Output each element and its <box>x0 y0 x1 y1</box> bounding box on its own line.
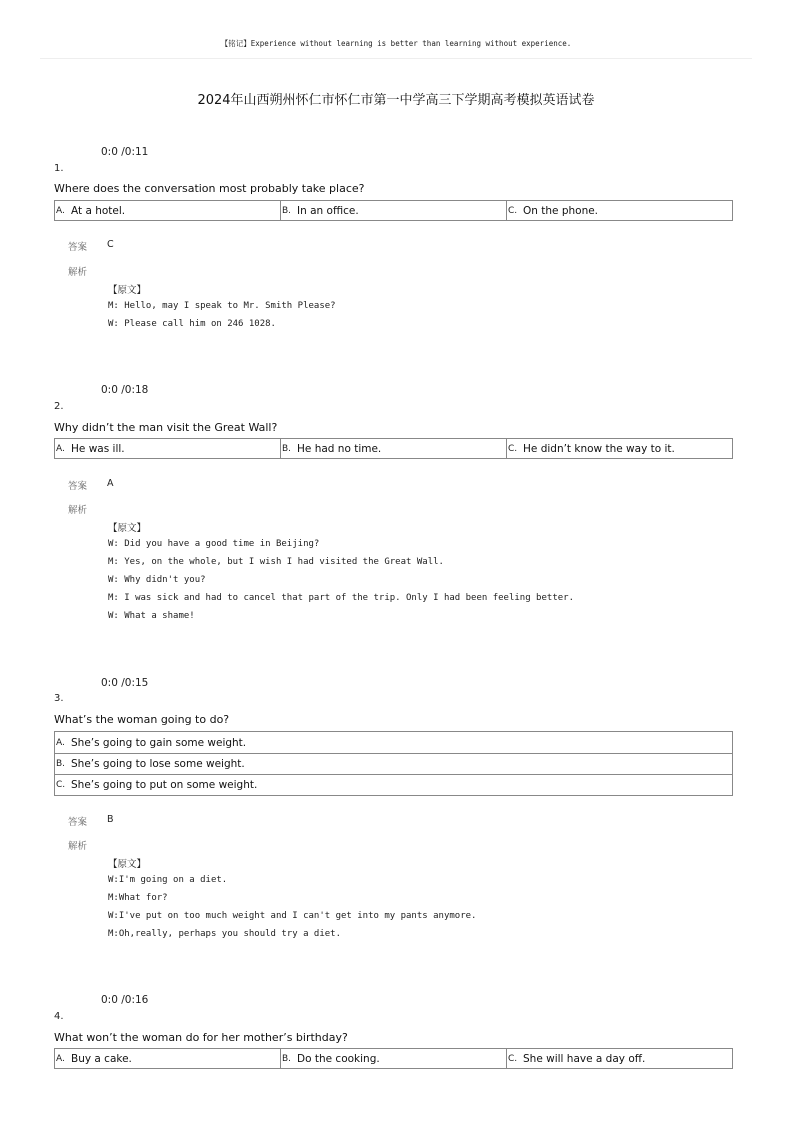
script-line: M:Oh,really, perhaps you should try a diet. <box>108 929 341 939</box>
answer-label: 答案 <box>68 481 88 492</box>
original-text-heading: 【原文】 <box>108 859 147 870</box>
question-number: 4. <box>54 1011 64 1022</box>
question-text: Where does the conversation most probably take place? <box>54 182 365 195</box>
analysis-label: 解析 <box>68 841 88 852</box>
options-row <box>54 438 733 459</box>
script-line: M: Hello, may I speak to Mr. Smith Please? <box>108 301 336 311</box>
question-text: What’s the woman going to do? <box>54 713 230 726</box>
script-line: W: Why didn't you? <box>108 575 206 585</box>
option-a[interactable]: A. At a hotel. <box>56 204 126 217</box>
page-title: 2024年山西朔州怀仁市怀仁市第一中学高三下学期高考模拟英语试卷 <box>197 93 595 108</box>
audio-timer[interactable]: 0:0 /0:16 <box>101 994 149 1006</box>
option-b[interactable]: B. In an office. <box>280 201 506 220</box>
question-text: Why didn’t the man visit the Great Wall? <box>54 421 278 434</box>
audio-timer[interactable]: 0:0 /0:11 <box>101 146 149 158</box>
analysis-label: 解析 <box>68 267 88 278</box>
option-c[interactable]: C. She’s going to put on some weight. <box>55 774 732 795</box>
script-line: W:I'm going on a diet. <box>108 875 228 885</box>
analysis-label: 解析 <box>68 505 88 516</box>
option-a[interactable]: A. He was ill. <box>56 442 125 455</box>
header-divider <box>40 58 752 59</box>
answer-label: 答案 <box>68 817 88 828</box>
script-line: M: Yes, on the whole, but I wish I had visited the Great Wall. <box>108 557 444 567</box>
options-row <box>54 200 733 221</box>
original-text-heading: 【原文】 <box>108 285 147 296</box>
option-b[interactable]: B. He had no time. <box>280 439 506 458</box>
audio-timer[interactable]: 0:0 /0:15 <box>101 677 149 689</box>
audio-timer[interactable]: 0:0 /0:18 <box>101 384 149 396</box>
answer-label: 答案 <box>68 242 88 253</box>
question-text: What won’t the woman do for her mother’s birthday? <box>54 1031 348 1044</box>
option-c[interactable]: C. She will have a day off. <box>506 1049 732 1068</box>
option-c[interactable]: C. On the phone. <box>506 201 732 220</box>
script-line: M:What for? <box>108 893 168 903</box>
options-column <box>54 731 733 796</box>
answer-value: A <box>107 478 114 489</box>
script-line: M: I was sick and had to cancel that part of the trip. Only I had been feeling better. <box>108 593 574 603</box>
script-line: W: What a shame! <box>108 611 195 621</box>
option-c[interactable]: C. He didn’t know the way to it. <box>506 439 732 458</box>
option-b[interactable]: B. Do the cooking. <box>280 1049 506 1068</box>
question-number: 2. <box>54 401 64 412</box>
script-line: W: Please call him on 246 1028. <box>108 319 276 329</box>
answer-value: C <box>107 239 114 250</box>
header-quote: 【铭记】Experience without learning is better than learning without experience. <box>220 39 572 48</box>
option-a[interactable]: A. She’s going to gain some weight. <box>56 736 247 749</box>
script-line: W:I've put on too much weight and I can't get into my pants anymore. <box>108 911 477 921</box>
option-a[interactable]: A. Buy a cake. <box>56 1052 132 1065</box>
options-row <box>54 1048 733 1069</box>
question-number: 1. <box>54 163 64 174</box>
question-number: 3. <box>54 693 64 704</box>
option-b[interactable]: B. She’s going to lose some weight. <box>55 753 732 774</box>
script-line: W: Did you have a good time in Beijing? <box>108 539 320 549</box>
original-text-heading: 【原文】 <box>108 523 147 534</box>
answer-value: B <box>107 814 114 825</box>
